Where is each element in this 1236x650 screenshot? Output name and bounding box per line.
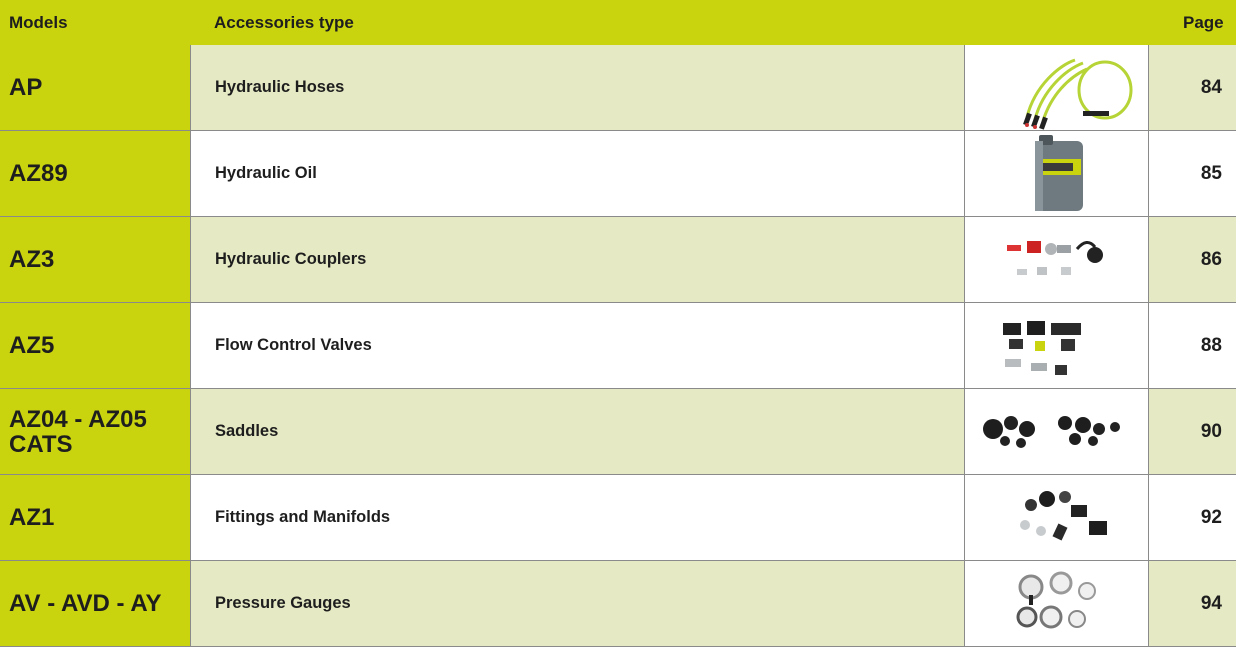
accessory-cell: Hydraulic Hoses: [190, 45, 964, 130]
page-cell: 94: [1148, 561, 1236, 646]
flow-control-valves-image: [964, 303, 1148, 388]
header-accessories-type: Accessories type: [214, 13, 354, 32]
model-cell: AZ5: [0, 303, 190, 388]
page-cell: 86: [1148, 217, 1236, 302]
page-cell: 92: [1148, 475, 1236, 560]
table-row: [0, 217, 1236, 303]
accessory-cell: Hydraulic Oil: [190, 131, 964, 216]
model-cell: AV - AVD - AY: [0, 561, 190, 646]
table-header: [0, 0, 1236, 45]
accessory-cell: Fittings and Manifolds: [190, 475, 964, 560]
page-cell: 90: [1148, 389, 1236, 474]
accessory-cell: Hydraulic Couplers: [190, 217, 964, 302]
accessory-cell: Saddles: [190, 389, 964, 474]
model-cell: AZ3: [0, 217, 190, 302]
table-row: [0, 561, 1236, 647]
header-page: Page: [1183, 13, 1224, 32]
model-cell: AZ89: [0, 131, 190, 216]
table-row: [0, 45, 1236, 131]
page-cell: 85: [1148, 131, 1236, 216]
page-cell: 88: [1148, 303, 1236, 388]
accessory-cell: Flow Control Valves: [190, 303, 964, 388]
accessory-cell: Pressure Gauges: [190, 561, 964, 646]
pressure-gauges-image: [964, 561, 1148, 646]
fittings-manifolds-image: [964, 475, 1148, 560]
table-row: [0, 389, 1236, 475]
model-cell: AZ1: [0, 475, 190, 560]
table-row: [0, 475, 1236, 561]
hydraulic-hoses-image: [964, 45, 1148, 130]
table-row: [0, 131, 1236, 217]
table-row: [0, 303, 1236, 389]
header-models: Models: [9, 13, 68, 32]
model-cell: AZ04 - AZ05 CATS: [0, 389, 190, 474]
hydraulic-couplers-image: [964, 217, 1148, 302]
hydraulic-oil-can-image: [964, 131, 1148, 216]
model-cell: AP: [0, 45, 190, 130]
saddles-image: [964, 389, 1148, 474]
page-cell: 84: [1148, 45, 1236, 130]
